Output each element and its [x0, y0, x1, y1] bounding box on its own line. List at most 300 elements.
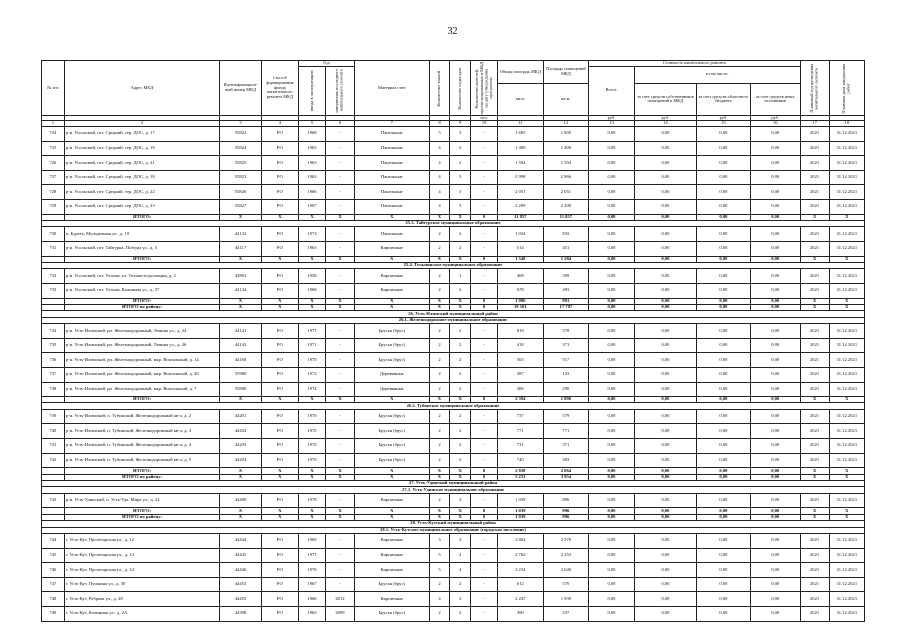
column-number: 11	[497, 121, 543, 127]
table-cell: 0,00	[589, 474, 635, 480]
table-cell: X	[450, 474, 471, 480]
table-cell: 1 605	[497, 127, 543, 142]
table-cell: РО	[261, 353, 298, 368]
table-cell: 2	[450, 227, 471, 242]
table-cell: X	[220, 298, 261, 304]
table-cell: 0,00	[750, 170, 800, 185]
table-cell: X	[299, 474, 326, 480]
table-cell: 17 707	[543, 304, 589, 310]
table-cell: 0,00	[696, 533, 750, 548]
table-cell: 0,00	[634, 468, 696, 474]
table-cell: 0,00	[589, 493, 635, 508]
table-cell: X	[325, 474, 354, 480]
table-cell: 3 954	[543, 474, 589, 480]
table-cell: 0,00	[634, 453, 696, 468]
table-cell: РО	[261, 533, 298, 548]
table-cell: РО	[261, 156, 298, 171]
table-cell: 0,00	[750, 256, 800, 262]
table-cell: X	[261, 397, 298, 403]
table-cell: РО	[261, 338, 298, 353]
table-cell: 31.12.2021	[829, 227, 864, 242]
table-cell: 5	[429, 548, 450, 563]
table-cell: г. Усть-Кут, Пушкина ул., д. 39	[64, 577, 219, 592]
col-regional: за счет средств областного бюджета	[696, 83, 750, 115]
table-cell: X	[220, 514, 261, 520]
table-cell: 5	[429, 563, 450, 578]
table-cell: 0,00	[589, 214, 635, 220]
table-cell: 0,00	[750, 298, 800, 304]
table-cell: РО	[261, 227, 298, 242]
table-cell: 0,00	[589, 592, 635, 607]
table-cell: 0,00	[696, 353, 750, 368]
table-cell: 0	[471, 304, 498, 310]
table-cell: 0,00	[634, 606, 696, 621]
column-number: 10	[471, 121, 498, 127]
table-row	[42, 409, 865, 424]
table-cell: 44453	[220, 577, 261, 592]
table-cell: 739	[42, 409, 65, 424]
table-cell: 818	[497, 324, 543, 339]
table-cell: -	[471, 324, 498, 339]
section-title: 26.2. Тубинское муниципальное образование	[42, 403, 865, 409]
table-cell: г. Усть-Кут, Пролетарская ул., д. 12	[64, 533, 219, 548]
table-cell: -	[325, 382, 354, 397]
table-cell: 0,00	[696, 338, 750, 353]
col-entrances: Количество подъездов	[450, 61, 471, 116]
table-cell: 771	[543, 424, 589, 439]
table-cell: X	[299, 214, 326, 220]
table-cell: 31.12.2021	[829, 382, 864, 397]
table-cell: 1 594	[543, 156, 589, 171]
table-cell: Брусья (брус)	[354, 324, 429, 339]
table-cell: Брусья (брус)	[354, 353, 429, 368]
table-cell: 44142	[220, 338, 261, 353]
table-cell: 44400	[220, 493, 261, 508]
table-cell: РО	[261, 563, 298, 578]
table-cell: 2	[429, 269, 450, 284]
table-cell: 0,00	[750, 474, 800, 480]
table-cell: 287	[497, 367, 543, 382]
table-cell: 2021	[800, 141, 829, 156]
table-cell: 0,00	[634, 493, 696, 508]
table-cell: 0,00	[589, 170, 635, 185]
table-cell: 31.12.2021	[829, 324, 864, 339]
table-cell: X	[800, 298, 829, 304]
table-cell: 2	[450, 439, 471, 454]
col-num: № п/п	[42, 61, 65, 116]
table-cell: 1971	[299, 548, 326, 563]
col-incl: в том числе:	[634, 66, 800, 83]
table-cell: X	[325, 508, 354, 514]
table-cell: Кирпичные	[354, 283, 429, 298]
table-cell: 1966	[299, 592, 326, 607]
table-cell: X	[429, 514, 450, 520]
table-cell: г. Усть-Кут, Пролетарская ул., д. 13	[64, 548, 219, 563]
table-cell: 0,00	[696, 127, 750, 142]
page-number: 32	[447, 26, 458, 37]
table-cell: 738	[42, 382, 65, 397]
table-cell: 408	[497, 269, 543, 284]
table-cell: 2	[429, 242, 450, 257]
table-cell: 0,00	[750, 409, 800, 424]
table-cell: 44398	[220, 606, 261, 621]
table-cell: 1967	[299, 200, 326, 215]
table-cell: X	[829, 298, 864, 304]
table-cell: 55824	[220, 141, 261, 156]
table-cell: 31.12.2021	[829, 185, 864, 200]
table-cell: 0,00	[750, 606, 800, 621]
table-cell: X	[450, 304, 471, 310]
table-cell: р-н. Усть-Илимский, рп. Железнодорожный, мкр. Вокзальный, д. 7	[64, 382, 219, 397]
table-cell: 2	[429, 577, 450, 592]
table-cell: 0,00	[750, 367, 800, 382]
table-cell: 2	[450, 409, 471, 424]
table-cell: 55825	[220, 156, 261, 171]
table-cell: 0,00	[634, 439, 696, 454]
table-cell: X	[261, 514, 298, 520]
table-cell: 2	[429, 382, 450, 397]
table-cell: РО	[261, 439, 298, 454]
table-cell: 0	[471, 397, 498, 403]
table-cell: 2021	[800, 242, 829, 257]
table-cell: 0,00	[589, 424, 635, 439]
table-cell: 2012	[325, 592, 354, 607]
table-cell: ИТОГО по району:	[64, 474, 219, 480]
table-cell: 0,00	[589, 453, 635, 468]
table-cell: 735	[42, 338, 65, 353]
col-year-built: ввода в эксплуатацию	[299, 66, 326, 115]
table-cell: Деревянные	[354, 367, 429, 382]
table-cell: 0,00	[589, 353, 635, 368]
table-cell: РО	[261, 592, 298, 607]
table-cell: 1 086	[497, 298, 543, 304]
column-number: 7	[354, 121, 429, 127]
table-cell: 2	[429, 227, 450, 242]
table-cell: X	[829, 468, 864, 474]
table-cell: 0,00	[750, 563, 800, 578]
table-cell: 2	[429, 367, 450, 382]
table-cell: 2021	[800, 338, 829, 353]
col-year-group: Год	[299, 61, 355, 67]
table-cell: ИТОГО по району:	[64, 514, 219, 520]
table-row	[42, 127, 865, 142]
table-cell: X	[829, 214, 864, 220]
table-cell: 2 640	[543, 563, 589, 578]
table-cell: 1 039	[497, 514, 543, 520]
table-cell: X	[800, 214, 829, 220]
table-cell: Панельные	[354, 141, 429, 156]
table-cell: 44201	[220, 409, 261, 424]
table-cell: X	[354, 304, 429, 310]
table-cell: -	[471, 283, 498, 298]
table-cell: 0,00	[634, 563, 696, 578]
table-cell: -	[325, 548, 354, 563]
table-cell: X	[261, 474, 298, 480]
column-number: 16	[750, 121, 800, 127]
table-cell: 44204	[220, 453, 261, 468]
table-cell: РО	[261, 242, 298, 257]
table-cell: 2021	[800, 382, 829, 397]
table-cell: РО	[261, 170, 298, 185]
table-cell: 0	[471, 508, 498, 514]
table-cell: 1 605	[543, 127, 589, 142]
table-cell: р-н. Усть-Илимский, рп. Железнодорожный, мкр. Вокзальный, д. 14	[64, 353, 219, 368]
table-cell: 3	[450, 493, 471, 508]
table-cell: РО	[261, 127, 298, 142]
table-cell: -	[325, 185, 354, 200]
table-cell: 0,00	[696, 548, 750, 563]
table-cell: 3	[450, 170, 471, 185]
table-cell: 736	[42, 353, 65, 368]
table-cell: 44134	[220, 283, 261, 298]
table-cell: 0,00	[696, 493, 750, 508]
table-row	[42, 577, 865, 592]
table-cell: 0,00	[750, 141, 800, 156]
table-cell: 0,00	[634, 141, 696, 156]
table-cell: -	[471, 156, 498, 171]
table-cell: ИТОГО:	[64, 468, 219, 474]
table-cell: 730	[42, 227, 65, 242]
table-cell: 493	[543, 283, 589, 298]
table-cell: 0,00	[634, 397, 696, 403]
table-cell: -	[471, 338, 498, 353]
table-cell: 2	[429, 409, 450, 424]
table-cell: 896	[543, 514, 589, 520]
table-cell: -	[471, 577, 498, 592]
table-cell: г. Усть-Кут, Калинина ул., д. 2А	[64, 606, 219, 621]
table-cell: Брусья (брус)	[354, 338, 429, 353]
table-cell: 0,00	[634, 508, 696, 514]
table-cell: р-н. Усть-Илимский, рп. Железнодорожный, Ленина ул., д. 26	[64, 338, 219, 353]
table-cell: 4	[429, 200, 450, 215]
table-cell: 5 233	[497, 474, 543, 480]
table-cell: р-н. Усть-Илимский, п. Тубинский, Железнодорожный кв-л, д. 3	[64, 424, 219, 439]
col-deadline: Плановая дата завершения работ	[829, 61, 864, 116]
table-cell: 2021	[800, 548, 829, 563]
table-row	[42, 592, 865, 607]
table-cell: X	[261, 304, 298, 310]
table-cell: 0,00	[750, 227, 800, 242]
table-cell: п. Буреть, Молодежная ул., д. 19	[64, 227, 219, 242]
table-cell: 31.12.2021	[829, 592, 864, 607]
table-cell: р-н. Усть-Илимский, п. Тубинский, Железнодорожный кв-л, д. 4	[64, 439, 219, 454]
table-cell: 0,00	[696, 185, 750, 200]
col-wall: Материал стен	[354, 61, 429, 116]
table-cell: 2021	[800, 424, 829, 439]
table-cell: X	[829, 514, 864, 520]
table-cell: X	[354, 468, 429, 474]
table-cell: -	[325, 324, 354, 339]
table-cell: 1973	[299, 227, 326, 242]
register-table	[41, 60, 865, 622]
table-cell: 0,00	[696, 508, 750, 514]
table-cell: -	[471, 141, 498, 156]
table-cell: РО	[261, 548, 298, 563]
table-cell: 0,00	[750, 127, 800, 142]
table-cell: 0	[471, 256, 498, 262]
table-cell: 1963	[299, 156, 326, 171]
table-cell: РО	[261, 424, 298, 439]
table-cell: 0,00	[634, 242, 696, 257]
table-cell: 0,00	[589, 242, 635, 257]
table-cell: -	[471, 453, 498, 468]
table-cell: 11 857	[497, 214, 543, 220]
table-cell: 0,00	[634, 514, 696, 520]
table-row	[42, 269, 865, 284]
table-cell: 0,00	[750, 468, 800, 474]
table-cell: 2	[450, 382, 471, 397]
table-cell: г. Усть-Кут, Реброва ул., д. 28	[64, 592, 219, 607]
table-cell: Панельные	[354, 127, 429, 142]
table-cell: 0,00	[696, 397, 750, 403]
table-cell: Брусья (брус)	[354, 424, 429, 439]
table-cell: 2	[450, 324, 471, 339]
table-cell: 2021	[800, 283, 829, 298]
table-cell: 0,00	[696, 563, 750, 578]
table-cell: X	[800, 508, 829, 514]
table-cell: 0,00	[750, 185, 800, 200]
table-cell: 0,00	[750, 242, 800, 257]
table-cell: 31.12.2021	[829, 338, 864, 353]
table-cell: -	[325, 283, 354, 298]
table-cell: X	[220, 468, 261, 474]
table-cell: X	[299, 304, 326, 310]
table-row	[42, 453, 865, 468]
unit-rub-regional: руб.	[696, 115, 750, 121]
table-cell: 2 253	[543, 548, 589, 563]
table-cell: -	[325, 439, 354, 454]
table-cell: 0,00	[696, 439, 750, 454]
table-cell: X	[261, 468, 298, 474]
table-cell: 2 051	[543, 185, 589, 200]
table-cell: 31.12.2021	[829, 577, 864, 592]
table-cell: 31.12.2021	[829, 424, 864, 439]
table-cell: 0,00	[750, 382, 800, 397]
table-cell: 2	[429, 338, 450, 353]
table-cell: Брусья (брус)	[354, 606, 429, 621]
table-cell: 371	[543, 439, 589, 454]
table-cell: 2021	[800, 127, 829, 142]
table-cell: 4	[429, 141, 450, 156]
table-cell: 2021	[800, 170, 829, 185]
table-cell: X	[220, 304, 261, 310]
column-number: 2	[64, 121, 219, 127]
table-cell: X	[299, 514, 326, 520]
table-cell: 0,00	[589, 382, 635, 397]
table-cell: 771	[497, 424, 543, 439]
table-cell: 2	[429, 424, 450, 439]
table-cell: Деревянные	[354, 382, 429, 397]
table-cell: 0,00	[589, 338, 635, 353]
table-cell: Кирпичные	[354, 592, 429, 607]
table-cell: -	[325, 170, 354, 185]
table-cell: 5	[429, 127, 450, 142]
table-cell: р-н. Усольский, пгт. Тайтурка, Победы ул., д. 5	[64, 242, 219, 257]
table-cell: 3	[450, 185, 471, 200]
table-cell: 0,00	[589, 367, 635, 382]
table-cell: 0,00	[696, 304, 750, 310]
col-address: Адрес МКД	[64, 61, 219, 116]
table-cell: 1962	[299, 170, 326, 185]
table-cell: 290	[543, 382, 589, 397]
table-cell: 0,00	[750, 338, 800, 353]
table-cell: 2	[450, 367, 471, 382]
table-cell: -	[471, 200, 498, 215]
table-cell: 1963	[299, 606, 326, 621]
table-cell: X	[220, 474, 261, 480]
table-cell: 2021	[800, 227, 829, 242]
table-row	[42, 533, 865, 548]
table-row	[42, 156, 865, 171]
table-cell: 4	[450, 548, 471, 563]
table-cell: 11 857	[543, 214, 589, 220]
table-cell: 44203	[220, 439, 261, 454]
table-cell: -	[325, 200, 354, 215]
table-cell: 2	[450, 453, 471, 468]
table-cell: 1966	[299, 185, 326, 200]
table-cell: X	[325, 298, 354, 304]
table-cell: 44444	[220, 533, 261, 548]
table-cell: р-н. Усольский, пгт. Средний, тер. ДОС, д. 17	[64, 127, 219, 142]
table-cell: X	[325, 397, 354, 403]
table-cell: 55826	[220, 185, 261, 200]
table-cell: 44160	[220, 353, 261, 368]
table-cell: 1 039	[497, 508, 543, 514]
table-cell: 3	[450, 533, 471, 548]
table-cell: 0,00	[696, 468, 750, 474]
column-number: 3	[220, 121, 261, 127]
table-cell: 741	[42, 439, 65, 454]
table-cell: Кирпичные	[354, 548, 429, 563]
table-cell: 0,00	[589, 141, 635, 156]
table-cell: 728	[42, 185, 65, 200]
table-cell: 0,00	[696, 269, 750, 284]
table-cell: 0,00	[634, 156, 696, 171]
table-cell: 4	[429, 170, 450, 185]
unit-people: чел.	[471, 115, 498, 121]
table-cell: р-н. Усть-Илимский, п. Тубинский, Железнодорожный кв-л, д. 5	[64, 453, 219, 468]
table-cell: X	[299, 397, 326, 403]
table-cell: 0	[471, 514, 498, 520]
table-cell: 1970	[299, 424, 326, 439]
table-cell: Панельные	[354, 156, 429, 171]
table-cell: 0,00	[589, 324, 635, 339]
table-cell: 2009	[325, 606, 354, 621]
table-cell: 0,00	[750, 214, 800, 220]
table-cell: 0,00	[634, 298, 696, 304]
table-cell: 0,00	[589, 200, 635, 215]
table-cell: 0,00	[696, 592, 750, 607]
table-cell: Кирпичные	[354, 269, 429, 284]
table-cell: 2	[450, 283, 471, 298]
col-own: за счет средств собственников помещений в МКД	[634, 83, 696, 115]
table-cell: 1968	[299, 127, 326, 142]
table-cell: -	[471, 227, 498, 242]
table-cell: -	[325, 533, 354, 548]
table-cell: 0,00	[589, 563, 635, 578]
table-cell: -	[471, 353, 498, 368]
table-cell: 2	[429, 606, 450, 621]
table-cell: X	[261, 256, 298, 262]
table-cell: 745	[42, 548, 65, 563]
table-row	[42, 324, 865, 339]
table-cell: р-н. Усть-Удинский, п. Усть-Уда, Мира ул., д. 22	[64, 493, 219, 508]
table-cell: X	[450, 514, 471, 520]
table-cell: X	[450, 256, 471, 262]
table-row	[42, 170, 865, 185]
table-cell: 0,00	[750, 548, 800, 563]
table-cell: 0,00	[634, 382, 696, 397]
